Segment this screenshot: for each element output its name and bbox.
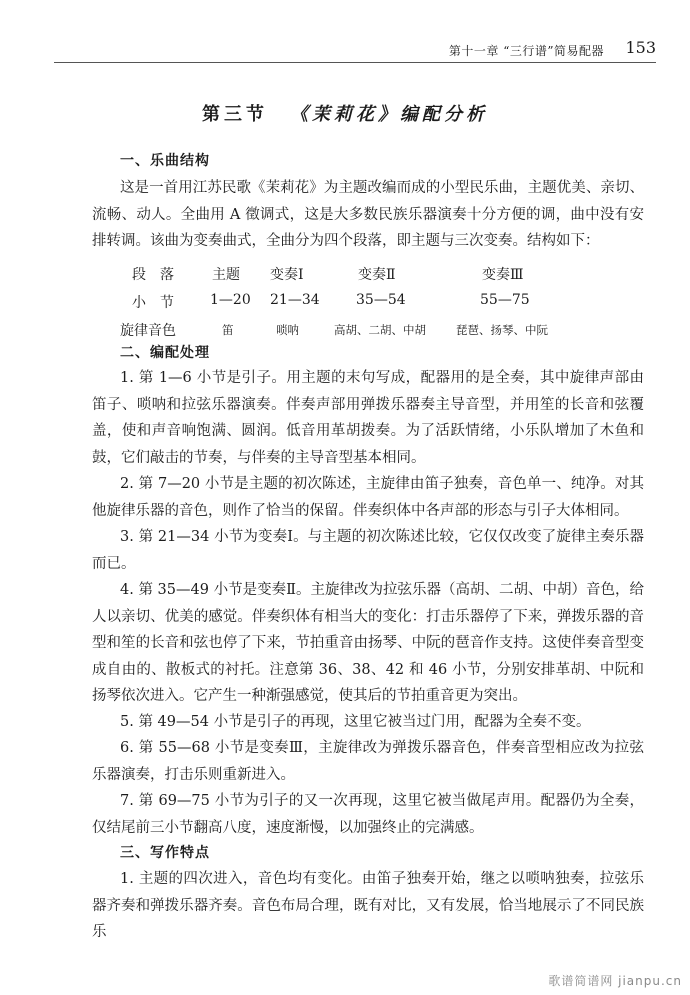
paragraph-item-5: 5. 第 49—54 小节是引子的再现，这里它被当过门用，配器为全奏不变。 bbox=[120, 714, 591, 730]
paragraph-item-4: 4. 第 35—49 小节是变奏Ⅱ。主旋律改为拉弦乐器（高胡、二胡、中胡）音色，给人以亲切、优美的感觉。伴奏织体有相当大的变化：打击乐器停了下来，弹拨乐器的音型和笙的长音和弦也停了下来，节拍重音由扬琴、中阮的琶音作支持。这使伴奏音型变成自由的、散板式的衬托。注意第 36、38、42 和 46 小节，分别安排革胡、中阮和扬琴依次进入。它产生一种渐强感觉，使其后的节拍重音更为突出。 bbox=[92, 582, 644, 704]
paragraph-structure-intro: 这是一首用江苏民歌《茉莉花》为主题改编而成的小型民乐曲，主题优美、亲切、流畅、动人。全曲用 A 徵调式，这是大多数民族乐器演奏十分方便的调，曲中没有安排转调。该曲为变奏曲式，全曲分为四个段落，即主题与三次变奏。结构如下： bbox=[92, 180, 644, 249]
table-row-bars bbox=[120, 288, 640, 316]
table-cell: 唢呐 bbox=[276, 323, 299, 337]
section-title bbox=[0, 100, 690, 126]
table-row-instruments bbox=[120, 316, 640, 344]
table-cell: 段 落 bbox=[132, 267, 174, 283]
table-cell: 1—20 bbox=[210, 292, 251, 308]
paragraph-feature-1: 1. 主题的四次进入，音色均有变化。由笛子独奏开始，继之以唢呐独奏，拉弦乐器齐奏和弹拨乐器齐奏。音色布局合理，既有对比，又有发展，恰当地展示了不同民族乐 bbox=[92, 871, 644, 940]
table-cell: 琵琶、扬琴、中阮 bbox=[456, 323, 548, 337]
table-cell: 变奏Ⅱ bbox=[358, 267, 396, 283]
paragraph-item-1: 1. 第 1—6 小节是引子。用主题的末句写成，配器用的是全奏，其中旋律声部由笛子、唢呐和拉弦乐器演奏。伴奏声部用弹拨乐器奏主导音型，并用笙的长音和弦覆盖，使和声音响饱满、圆润。低音用革胡拨奏。为了活跃情绪，小乐队增加了木鱼和鼓，它们敲击的节奏，与伴奏的主导音型基本相同。 bbox=[92, 370, 644, 466]
table-cell: 高胡、二胡、中胡 bbox=[334, 323, 426, 337]
paragraph-item-2: 2. 第 7—20 小节是主题的初次陈述，主旋律由笛子独奏，音色单一、纯净。对其他旋律乐器的音色，则作了恰当的保留。伴奏织体中各声部的形态与引子大体相同。 bbox=[92, 476, 644, 519]
watermark: 歌谱简谱网 jianpu.cn bbox=[548, 974, 682, 988]
table-cell: 旋律音色 bbox=[120, 323, 176, 339]
paragraph-item-6: 6. 第 55—68 小节是变奏Ⅲ，主旋律改为弹拨乐器音色，伴奏音型相应改为拉弦乐器演奏，打击乐则重新进入。 bbox=[92, 740, 644, 783]
heading-structure: 一、乐曲结构 bbox=[120, 153, 210, 169]
table-cell: 主题 bbox=[212, 267, 240, 283]
section-number: 第三节 bbox=[202, 104, 268, 125]
table-cell: 21—34 bbox=[270, 292, 320, 308]
table-cell: 变奏Ⅰ bbox=[270, 267, 304, 283]
heading-features: 三、写作特点 bbox=[120, 845, 210, 861]
paragraph-item-3: 3. 第 21—34 小节为变奏Ⅰ。与主题的初次陈述比较，它仅仅改变了旋律主奏乐器而已。 bbox=[92, 529, 644, 572]
table-cell: 笛 bbox=[222, 323, 234, 337]
table-cell: 变奏Ⅲ bbox=[482, 267, 524, 283]
table-row-sections bbox=[120, 260, 640, 288]
paragraph-item-7: 7. 第 69—75 小节为引子的又一次再现，这里它被当做尾声用。配器仍为全奏，仅结尾前三小节翻高八度，速度渐慢，以加强终止的完满感。 bbox=[92, 793, 644, 836]
heading-orchestration: 二、编配处理 bbox=[120, 345, 210, 361]
table-cell: 35—54 bbox=[356, 292, 406, 308]
table-cell: 55—75 bbox=[480, 292, 530, 308]
table-cell: 小 节 bbox=[132, 295, 174, 311]
page-header bbox=[54, 38, 656, 63]
work-title: 《茉莉花》编配分析 bbox=[290, 104, 488, 125]
running-head: 第十一章 “三行谱”简易配器 bbox=[448, 44, 604, 58]
page-number: 153 bbox=[625, 38, 656, 57]
structure-table bbox=[120, 260, 640, 344]
